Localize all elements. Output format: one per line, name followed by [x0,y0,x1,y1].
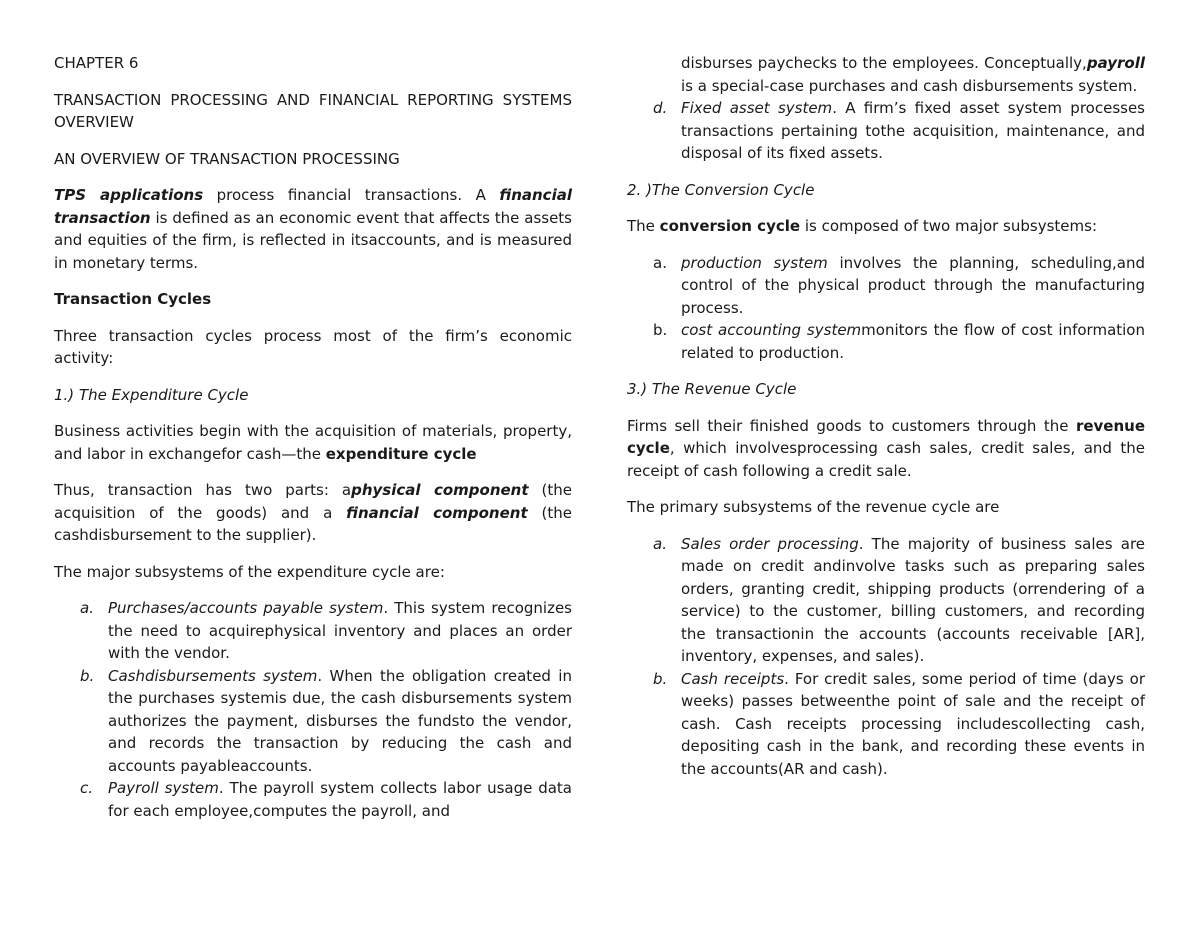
two-parts-paragraph: Thus, transaction has two parts: aphysical component (the acquisition of the goods) and a financial component (the cashdisbursement to the supplier). [54,481,572,544]
right-column [627,52,1145,794]
list-item: b. Cash receipts. For credit sales, some period of time (days or weeks) passes betweenthe point of sale and the receipt of cash. Cash receipts processing includescollecting cash, depositing cash in the bank, and recording these events in the accounts(AR and cash). [653,669,1145,778]
list-item: d. Fixed asset system. A firm’s fixed asset system processes transactions pertaining tothe acquisition, maintenance, and disposal of its fixed assets. [653,99,1145,162]
tps-paragraph: TPS applications process financial transactions. A financial transaction is defined as an economic event that affects the assets and equities of the firm, is reflected in itsaccounts, and is measured in monetary terms. [54,186,572,272]
payroll-term: payroll [1086,54,1145,72]
cycles-intro: Three transaction cycles process most of the firm’s economic activity: [54,326,572,367]
list-item: a. Purchases/accounts payable system. This system recognizes the need to acquirephysical inventory and places an order with the vendor. [80,599,572,662]
payroll-continuation: disburses paychecks to the employees. Conceptually,payroll is a special-case purchases and cash disbursements system. [681,54,1145,95]
expenditure-paragraph: Business activities begin with the acquisition of materials, property, and labor in exchangefor cash—the expenditure cycle [54,422,572,463]
list-item: c. Payroll system. The payroll system collects labor usage data for each employee,computes the payroll, and [80,779,572,820]
revenue-paragraph: Firms sell their finished goods to customers through the revenue cycle, which involvesprocessing cash sales, credit sales, and the receipt of cash following a credit sale. [627,416,1145,480]
list-item: a. Sales order processing. The majority of business sales are made on credit andinvolve tasks such as preparing sales orders, granting credit, shipping products (orrendering of a service) to the customer, billing customers, and recording the transactionin the accounts (accounts receivable [AR], inventory, expenses, and sales). [653,534,1146,665]
fixed-asset-list [627,97,1145,165]
list-item: b. cost accounting systemmonitors the flow of cost information related to production. [653,321,1145,362]
subsystems-intro: The major subsystems of the expenditure cycle are: [54,562,445,581]
conversion-subsystems-list [627,252,1145,365]
revenue-subsystems-list [627,533,1145,781]
list-item: a. production system involves the planning, scheduling,and control of the physical product through the manufacturing process. [653,253,1146,317]
transaction-cycles-heading: Transaction Cycles [54,290,212,308]
left-column [54,52,572,836]
chapter-title: TRANSACTION PROCESSING AND FINANCIAL REPORTING SYSTEMS OVERVIEW [54,90,572,131]
conversion-cycle-heading: 2. )The Conversion Cycle [627,180,815,199]
physical-component-term: physical component [351,481,529,499]
revenue-subsystems-intro: The primary subsystems of the revenue cycle are [627,498,1000,516]
financial-transaction-term: financial transaction [54,186,572,227]
tps-term: TPS applications [54,186,204,204]
revenue-cycle-term: revenue cycle [627,416,1145,457]
conversion-cycle-term: conversion cycle [659,217,801,235]
expenditure-cycle-term: expenditure cycle [325,444,477,463]
financial-component-term: financial component [346,503,528,522]
expenditure-cycle-heading: 1.) The Expenditure Cycle [54,385,249,404]
expenditure-subsystems-list [54,597,572,822]
revenue-cycle-heading: 3.) The Revenue Cycle [627,380,797,398]
section-heading: AN OVERVIEW OF TRANSACTION PROCESSING [54,149,400,168]
chapter-label: CHAPTER 6 [54,54,139,72]
conversion-paragraph: The conversion cycle is composed of two major subsystems: [627,217,1097,235]
list-item: b. Cashdisbursements system. When the obligation created in the purchases systemis due, the cash disbursements system authorizes the payment, disburses the fundsto the vendor, and records the transaction by reducing the cash and accounts payableaccounts. [80,666,572,775]
